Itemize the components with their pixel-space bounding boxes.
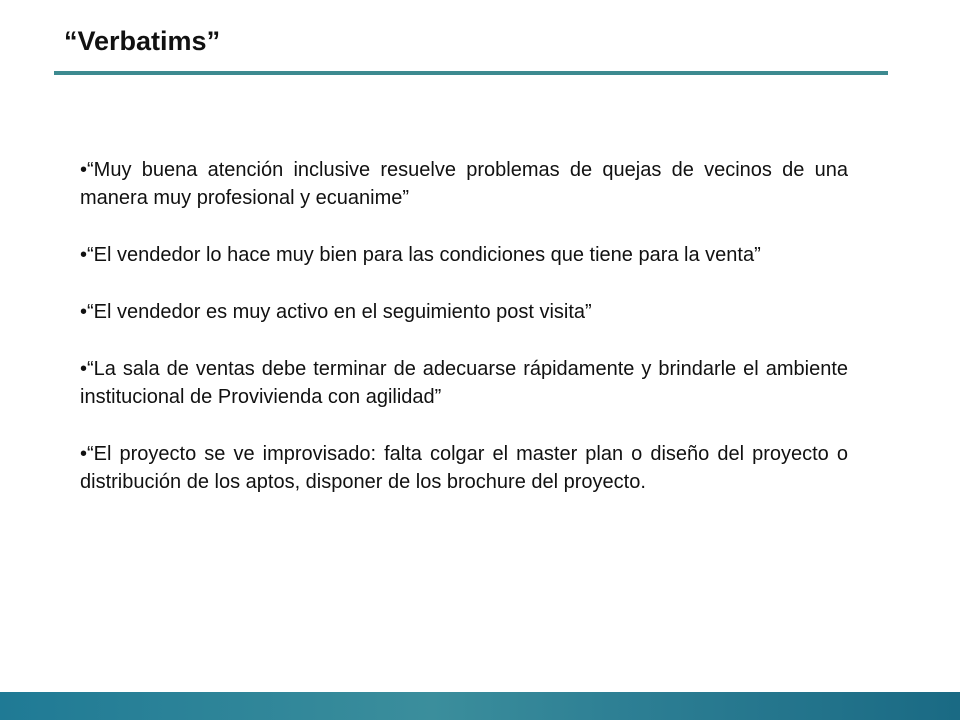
verbatim-text: “El vendedor es muy activo en el seguimiento post visita” xyxy=(87,301,592,323)
title-divider xyxy=(54,71,888,75)
verbatim-list xyxy=(80,156,848,496)
slide-title: “Verbatims” xyxy=(64,26,221,56)
verbatim-item xyxy=(80,298,848,326)
bullet-marker: • xyxy=(80,244,88,266)
verbatim-item xyxy=(80,355,848,411)
verbatim-text: “Muy buena atención inclusive resuelve problemas de quejas de vecinos de una manera muy profesional y ecuanime” xyxy=(80,159,848,209)
verbatim-item xyxy=(80,241,848,269)
verbatim-item xyxy=(80,440,848,496)
bullet-marker: • xyxy=(80,159,88,181)
verbatim-text: “El vendedor lo hace muy bien para las condiciones que tiene para la venta” xyxy=(87,244,761,266)
bullet-marker: • xyxy=(80,301,88,323)
bullet-marker: • xyxy=(80,443,88,465)
bullet-marker: • xyxy=(80,358,88,380)
verbatim-text: “El proyecto se ve improvisado: falta colgar el master plan o diseño del proyecto o distribución de los aptos, disponer de los brochure del proyecto. xyxy=(80,443,848,493)
verbatim-item xyxy=(80,156,848,212)
footer-bar xyxy=(0,692,960,720)
verbatim-text: “La sala de ventas debe terminar de adecuarse rápidamente y brindarle el ambiente institucional de Provivienda con agilidad” xyxy=(80,358,848,408)
